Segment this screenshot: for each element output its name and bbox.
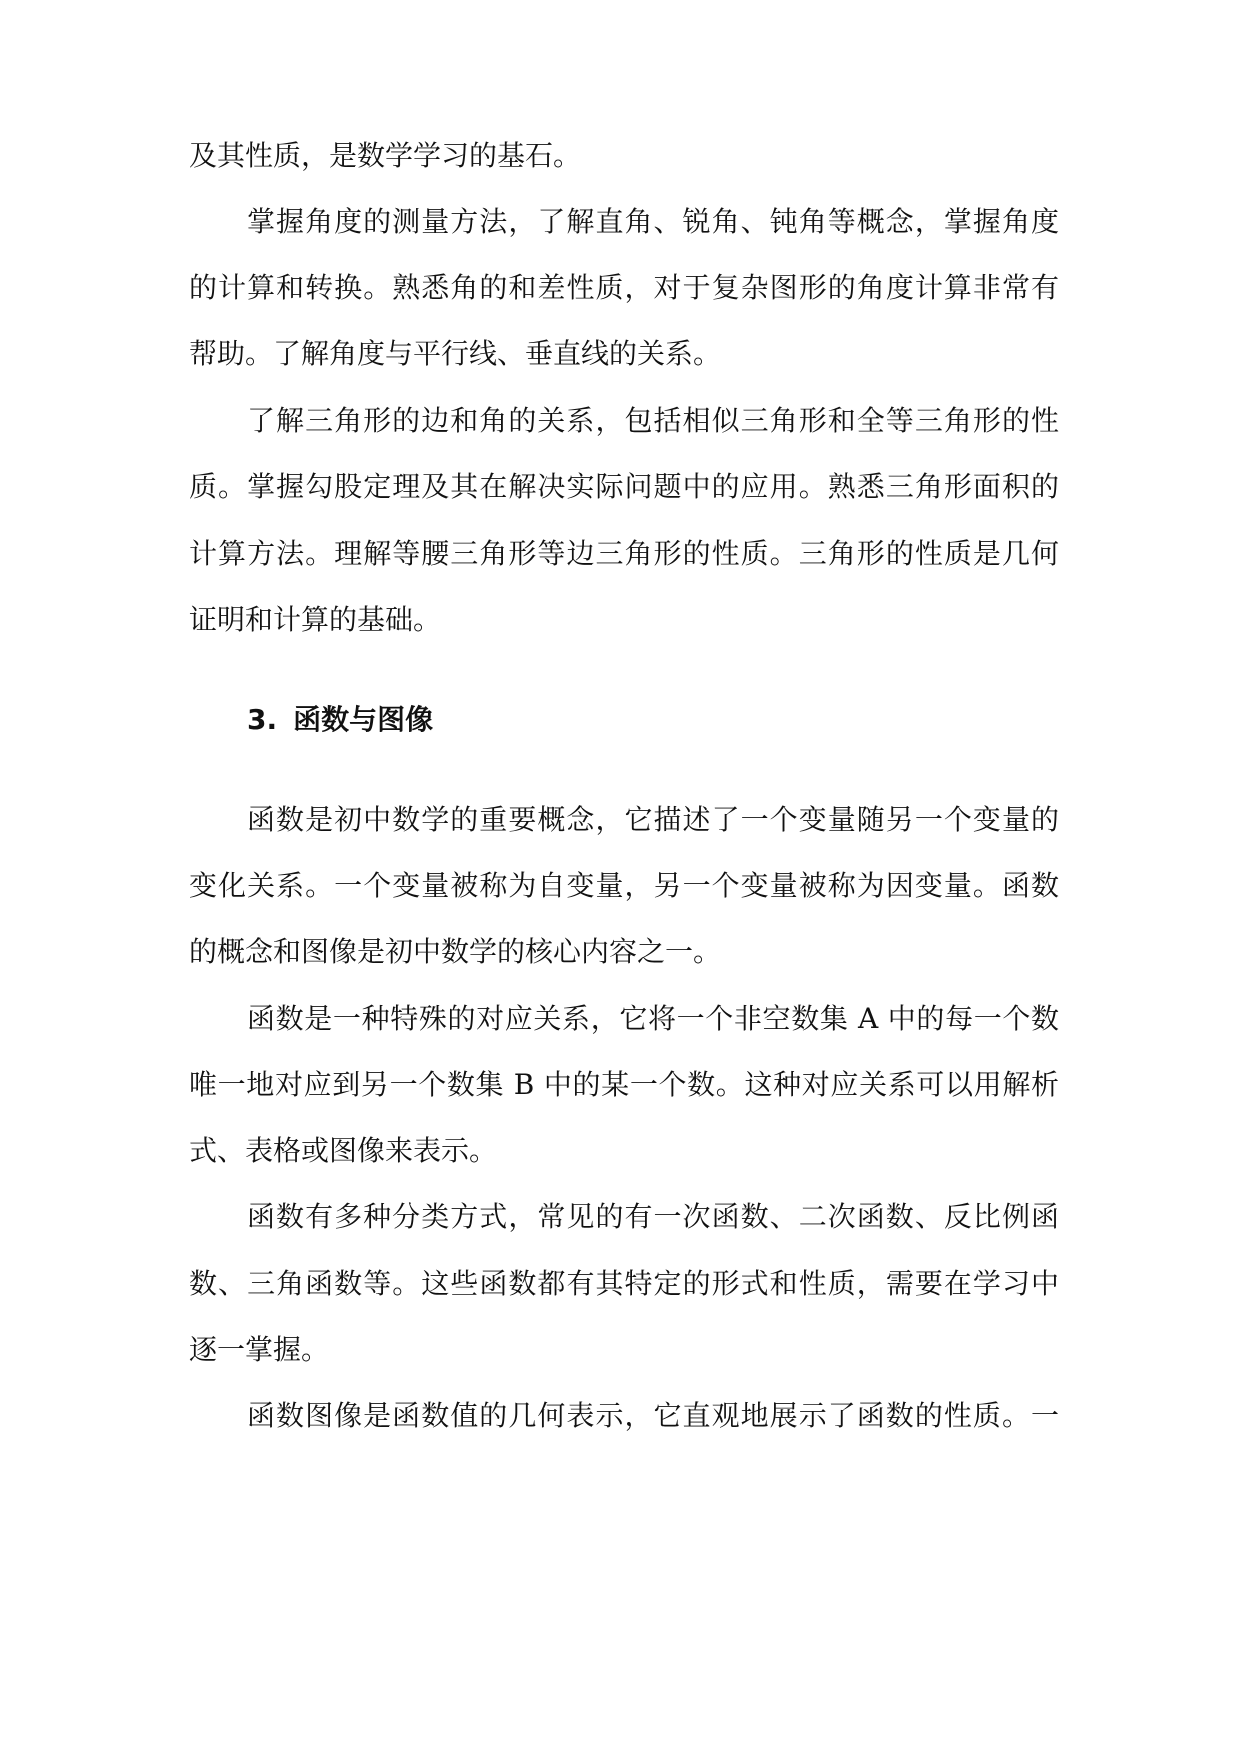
section-title: 函数与图像	[293, 703, 434, 736]
text-line: 函数有多种分类方式，常见的有一次函数、二次函数、反比例函	[247, 1200, 1059, 1233]
text-line: 唯一地对应到另一个数集 B 中的某一个数。这种对应关系可以用解析	[189, 1068, 1059, 1101]
text-line: 质。掌握勾股定理及其在解决实际问题中的应用。熟悉三角形面积的	[189, 470, 1059, 503]
text-line: 数、三角函数等。这些函数都有其特定的形式和性质，需要在学习中	[189, 1267, 1059, 1300]
text-line: 逐一掌握。	[189, 1333, 330, 1366]
text-line: 变化关系。一个变量被称为自变量，另一个变量被称为因变量。函数	[189, 869, 1059, 902]
text-line: 式、表格或图像来表示。	[189, 1134, 498, 1167]
text-line: 及其性质，是数学学习的基石。	[189, 139, 582, 172]
section-heading	[247, 700, 433, 740]
text-line: 计算方法。理解等腰三角形等边三角形的性质。三角形的性质是几何	[189, 537, 1059, 570]
text-line: 函数是一种特殊的对应关系，它将一个非空数集 A 中的每一个数	[247, 1002, 1059, 1035]
text-line: 帮助。了解角度与平行线、垂直线的关系。	[189, 337, 722, 370]
text-line: 证明和计算的基础。	[189, 603, 442, 636]
text-line: 的概念和图像是初中数学的核心内容之一。	[189, 935, 722, 968]
text-line: 掌握角度的测量方法，了解直角、锐角、钝角等概念，掌握角度	[247, 205, 1059, 238]
text-line: 函数是初中数学的重要概念，它描述了一个变量随另一个变量的	[247, 803, 1059, 836]
text-line: 函数图像是函数值的几何表示，它直观地展示了函数的性质。一	[247, 1399, 1059, 1432]
section-number: 3.	[247, 703, 278, 736]
text-line: 的计算和转换。熟悉角的和差性质，对于复杂图形的角度计算非常有	[189, 271, 1059, 304]
text-line: 了解三角形的边和角的关系，包括相似三角形和全等三角形的性	[247, 404, 1059, 437]
